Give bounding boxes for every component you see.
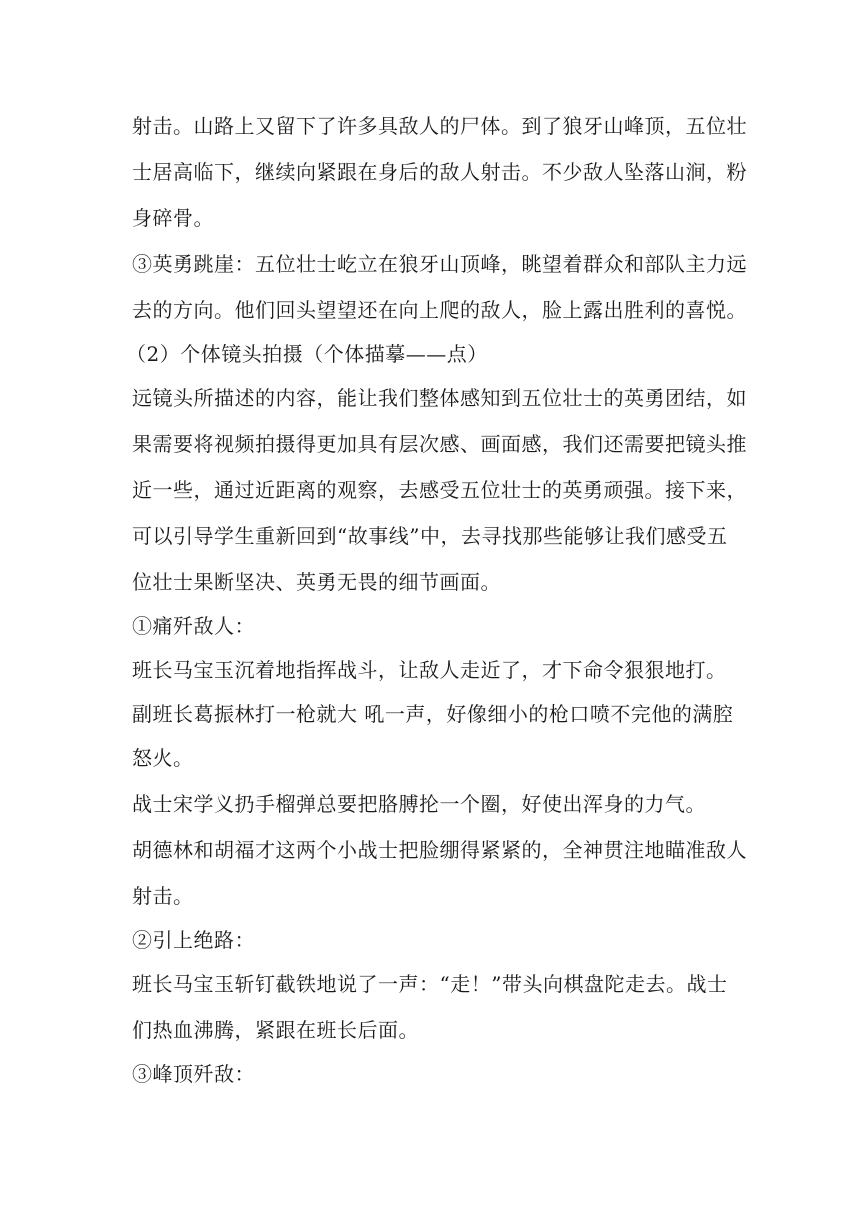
- text-line: 位壮士果断坚决、英勇无畏的细节画面。: [132, 570, 501, 594]
- text-line: 战士宋学义扔手榴弹总要把胳膊抡一个圈，好使出浑身的力气。: [132, 792, 706, 816]
- subheading: ①痛歼敌人：: [132, 614, 255, 638]
- text-line: 可以引导学生重新回到“故事线”中，去寻找那些能够让我们感受五: [132, 524, 728, 548]
- text-line: 士居高临下，继续向紧跟在身后的敌人射击。不少敌人坠落山涧，粉: [132, 160, 747, 184]
- text-line: 近一些，通过近距离的观察，去感受五位壮士的英勇顽强。接下来，: [132, 478, 747, 502]
- text-line: 射击。山路上又留下了许多具敌人的尸体。到了狼牙山峰顶，五位壮: [132, 114, 747, 138]
- text-line: 副班长葛振林打一枪就大 吼一声，好像细小的枪口喷不完他的满腔: [132, 702, 734, 726]
- text-line: ③英勇跳崖：五位壮士屹立在狼牙山顶峰，眺望着群众和部队主力远: [132, 252, 747, 276]
- section-heading: （2）个体镜头拍摄（个体描摹——点）: [126, 342, 488, 366]
- text-line: 们热血沸腾，紧跟在班长后面。: [132, 1018, 419, 1042]
- text-line: 身碎骨。: [132, 206, 214, 230]
- text-line: 班长马宝玉斩钉截铁地说了一声：“走！”带头向棋盘陀走去。战士: [132, 972, 728, 996]
- text-line: 怒火。: [132, 746, 194, 770]
- text-line: 射击。: [132, 884, 194, 908]
- subheading: ②引上绝路：: [132, 928, 255, 952]
- text-line: 去的方向。他们回头望望还在向上爬的敌人，脸上露出胜利的喜悦。: [132, 298, 747, 322]
- text-line: 远镜头所描述的内容，能让我们整体感知到五位壮士的英勇团结，如: [132, 386, 747, 410]
- text-line: 果需要将视频拍摄得更加具有层次感、画面感，我们还需要把镜头推: [132, 432, 747, 456]
- text-line: 班长马宝玉沉着地指挥战斗，让敌人走近了，才下命令狠狠地打。: [132, 658, 727, 682]
- text-line: 胡德林和胡福才这两个小战士把脸绷得紧紧的，全神贯注地瞄准敌人: [132, 838, 747, 862]
- subheading: ③峰顶歼敌：: [132, 1062, 255, 1086]
